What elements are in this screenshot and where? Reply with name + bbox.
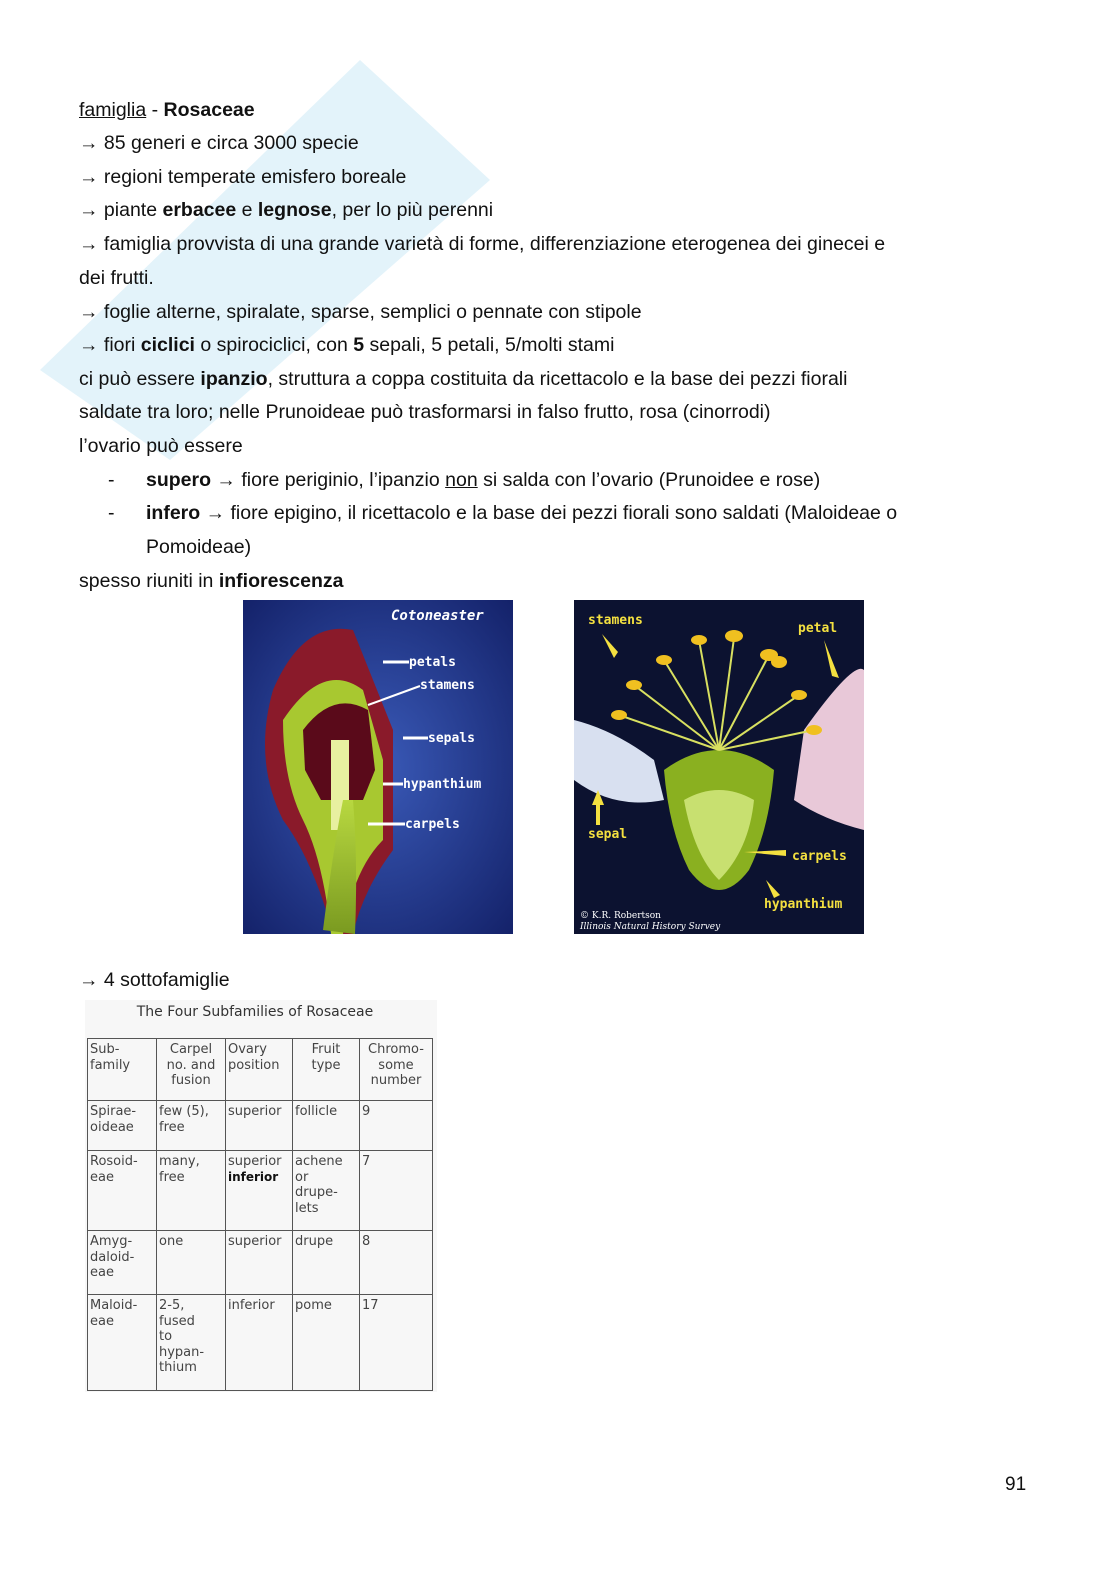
- subfamilies-line: → 4 sottofamiglie: [79, 969, 230, 991]
- table-cell: pome: [293, 1295, 360, 1391]
- family-name: Rosaceae: [163, 99, 255, 121]
- label-stamens: stamens: [588, 613, 643, 628]
- text-line: dei frutti.: [79, 267, 154, 289]
- text-line: ci può essere ipanzio, struttura a coppa costituita da ricettacolo e la base dei pezzi fiorali: [79, 368, 848, 390]
- table-header: Carpel no. and fusion: [157, 1039, 226, 1101]
- table-cell: superior: [226, 1101, 293, 1151]
- bullet-item: supero → fiore periginio, l’ipanzio non si salda con l’ovario (Prunoidee e rose): [146, 469, 821, 491]
- bullet-item: infero → fiore epigino, il ricettacolo e la base dei pezzi fiorali sono saldati (Maloideae o: [146, 502, 898, 524]
- subfamilies-table: [87, 1038, 433, 1391]
- text-line: → famiglia provvista di una grande varietà di forme, differenziazione eterogenea dei ginecei e: [79, 233, 886, 255]
- table-cell: inferior: [226, 1295, 293, 1391]
- table-cell: 9: [360, 1101, 433, 1151]
- label-hypanthium: hypanthium: [764, 897, 843, 912]
- inferior-annotation: inferior: [228, 1169, 279, 1184]
- table-cell: achene or drupe- lets: [293, 1151, 360, 1231]
- table-cell: 2-5, fused to hypan- thium: [157, 1295, 226, 1391]
- label-sepals: sepals: [428, 731, 475, 746]
- table-cell: few (5), free: [157, 1101, 226, 1151]
- label-sepal: sepal: [588, 827, 628, 842]
- cotoneaster-figure: [243, 600, 513, 934]
- table-row: [88, 1295, 433, 1391]
- text-line: saldate tra loro; nelle Prunoideae può trasformarsi in falso frutto, rosa (cinorrodi): [79, 401, 771, 423]
- table-header-row: [88, 1039, 433, 1101]
- subfamilies-table-figure: [85, 1000, 437, 1392]
- table-cell: 7: [360, 1151, 433, 1231]
- table-cell: Rosoid- eae: [88, 1151, 157, 1231]
- table-cell: 17: [360, 1295, 433, 1391]
- figure1-title: Cotoneaster: [391, 608, 484, 624]
- table-header: Fruit type: [293, 1039, 360, 1101]
- table-cell: Spirae- oideae: [88, 1101, 157, 1151]
- rose-flower-figure: [574, 600, 864, 934]
- table-header: Ovary position: [226, 1039, 293, 1101]
- table-cell: superior inferior: [226, 1151, 293, 1231]
- bullet-dash: -: [108, 502, 115, 524]
- label-petal: petal: [798, 621, 838, 636]
- table-cell: one: [157, 1231, 226, 1295]
- label-carpels: carpels: [792, 849, 847, 864]
- text-line: → fiori ciclici o spirociclici, con 5 sepali, 5 petali, 5/molti stami: [79, 334, 615, 356]
- table-cell: 8: [360, 1231, 433, 1295]
- text-line: → foglie alterne, spiralate, sparse, semplici o pennate con stipole: [79, 301, 642, 323]
- table-cell: Maloid- eae: [88, 1295, 157, 1391]
- table-row: [88, 1151, 433, 1231]
- text-line: → regioni temperate emisfero boreale: [79, 166, 407, 188]
- table-row: [88, 1101, 433, 1151]
- text-line: spesso riuniti in infiorescenza: [79, 570, 344, 592]
- text-line: → 85 generi e circa 3000 specie: [79, 132, 359, 154]
- label-petals: petals: [409, 655, 456, 670]
- table-cell: superior: [226, 1231, 293, 1295]
- label-stamens: stamens: [420, 678, 475, 693]
- page-number: 91: [1005, 1474, 1027, 1495]
- family-label: famiglia: [79, 99, 147, 121]
- table-row: [88, 1231, 433, 1295]
- figure2-credit: Illinois Natural History Survey: [580, 922, 721, 932]
- table-header: Chromo- some number: [360, 1039, 433, 1101]
- text-line: → piante erbacee e legnose, per lo più perenni: [79, 199, 494, 221]
- table-title: The Four Subfamilies of Rosaceae: [136, 1004, 374, 1020]
- table-cell: drupe: [293, 1231, 360, 1295]
- table-cell: follicle: [293, 1101, 360, 1151]
- bullet-dash: -: [108, 469, 115, 491]
- bullet-item-cont: Pomoideae): [146, 536, 252, 558]
- text-line: l’ovario può essere: [79, 435, 243, 457]
- table-cell: many, free: [157, 1151, 226, 1231]
- table-header: Sub- family: [88, 1039, 157, 1101]
- family-heading: famiglia - Rosaceae: [79, 99, 255, 121]
- label-carpels: carpels: [405, 817, 460, 832]
- label-hypanthium: hypanthium: [403, 777, 482, 792]
- figure2-credit: © K.R. Robertson: [580, 911, 661, 921]
- table-cell: Amyg- daloid- eae: [88, 1231, 157, 1295]
